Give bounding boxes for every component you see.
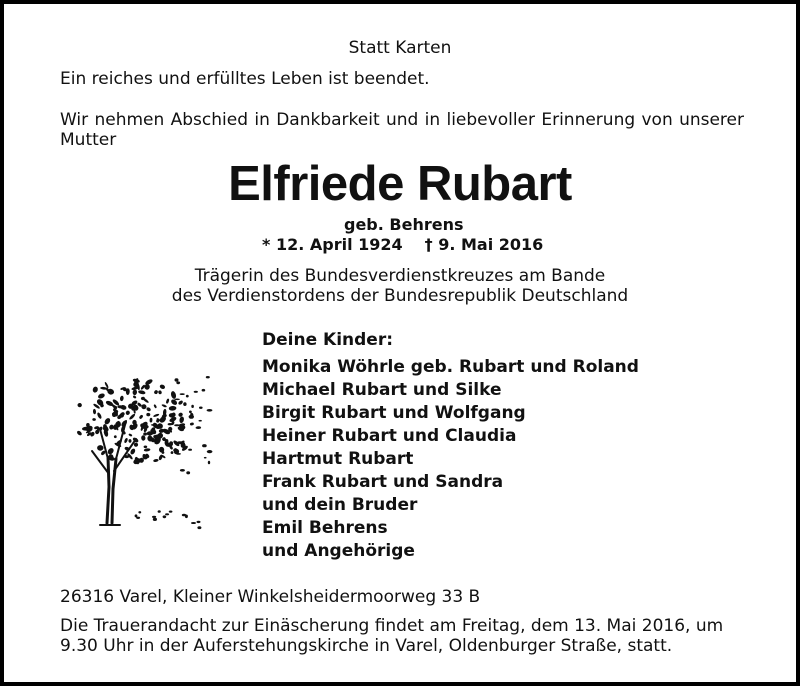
life-dates [262, 235, 543, 255]
list-item: Birgit Rubart und Wolfgang [262, 403, 526, 423]
farewell-text: Wir nehmen Abschied in Dankbarkeit und in liebevoller Erinnerung von unserer Mutter [60, 110, 744, 150]
list-item: und Angehörige [262, 541, 415, 561]
list-item: Emil Behrens [262, 518, 388, 538]
list-item: Heiner Rubart und Claudia [262, 426, 517, 446]
maiden-name: geb. Behrens [344, 215, 464, 234]
list-item: und dein Bruder [262, 495, 418, 515]
honor-text [4, 266, 796, 306]
honor-line-2: des Verdienstordens der Bundesrepublik Deutschland [171, 286, 629, 306]
service-info: Die Trauerandacht zur Einäscherung findet am Freitag, dem 13. Mai 2016, um 9.30 Uhr in der Auferstehungskirche in Varel, Oldenburger Straße, statt. [60, 616, 724, 656]
mourners-list [262, 356, 639, 563]
tree-icon [64, 359, 214, 539]
death-date: † 9. Mai 2016 [424, 235, 544, 254]
birth-date: * 12. April 1924 [262, 235, 403, 254]
mourners-heading: Deine Kinder: [262, 330, 394, 350]
list-item: Michael Rubart und Silke [262, 380, 502, 400]
list-item: Hartmut Rubart [262, 449, 414, 469]
deceased-name: Elfriede Rubart [228, 157, 572, 211]
header-note: Statt Karten [348, 38, 452, 58]
list-item: Monika Wöhrle geb. Rubart und Roland [262, 357, 639, 377]
list-item: Frank Rubart und Sandra [262, 472, 504, 492]
address: 26316 Varel, Kleiner Winkelsheidermoorweg 33 B [60, 587, 481, 607]
opening-line: Ein reiches und erfülltes Leben ist beendet. [60, 69, 430, 89]
honor-line-1: Trägerin des Bundesverdienstkreuzes am Bande [194, 266, 606, 286]
